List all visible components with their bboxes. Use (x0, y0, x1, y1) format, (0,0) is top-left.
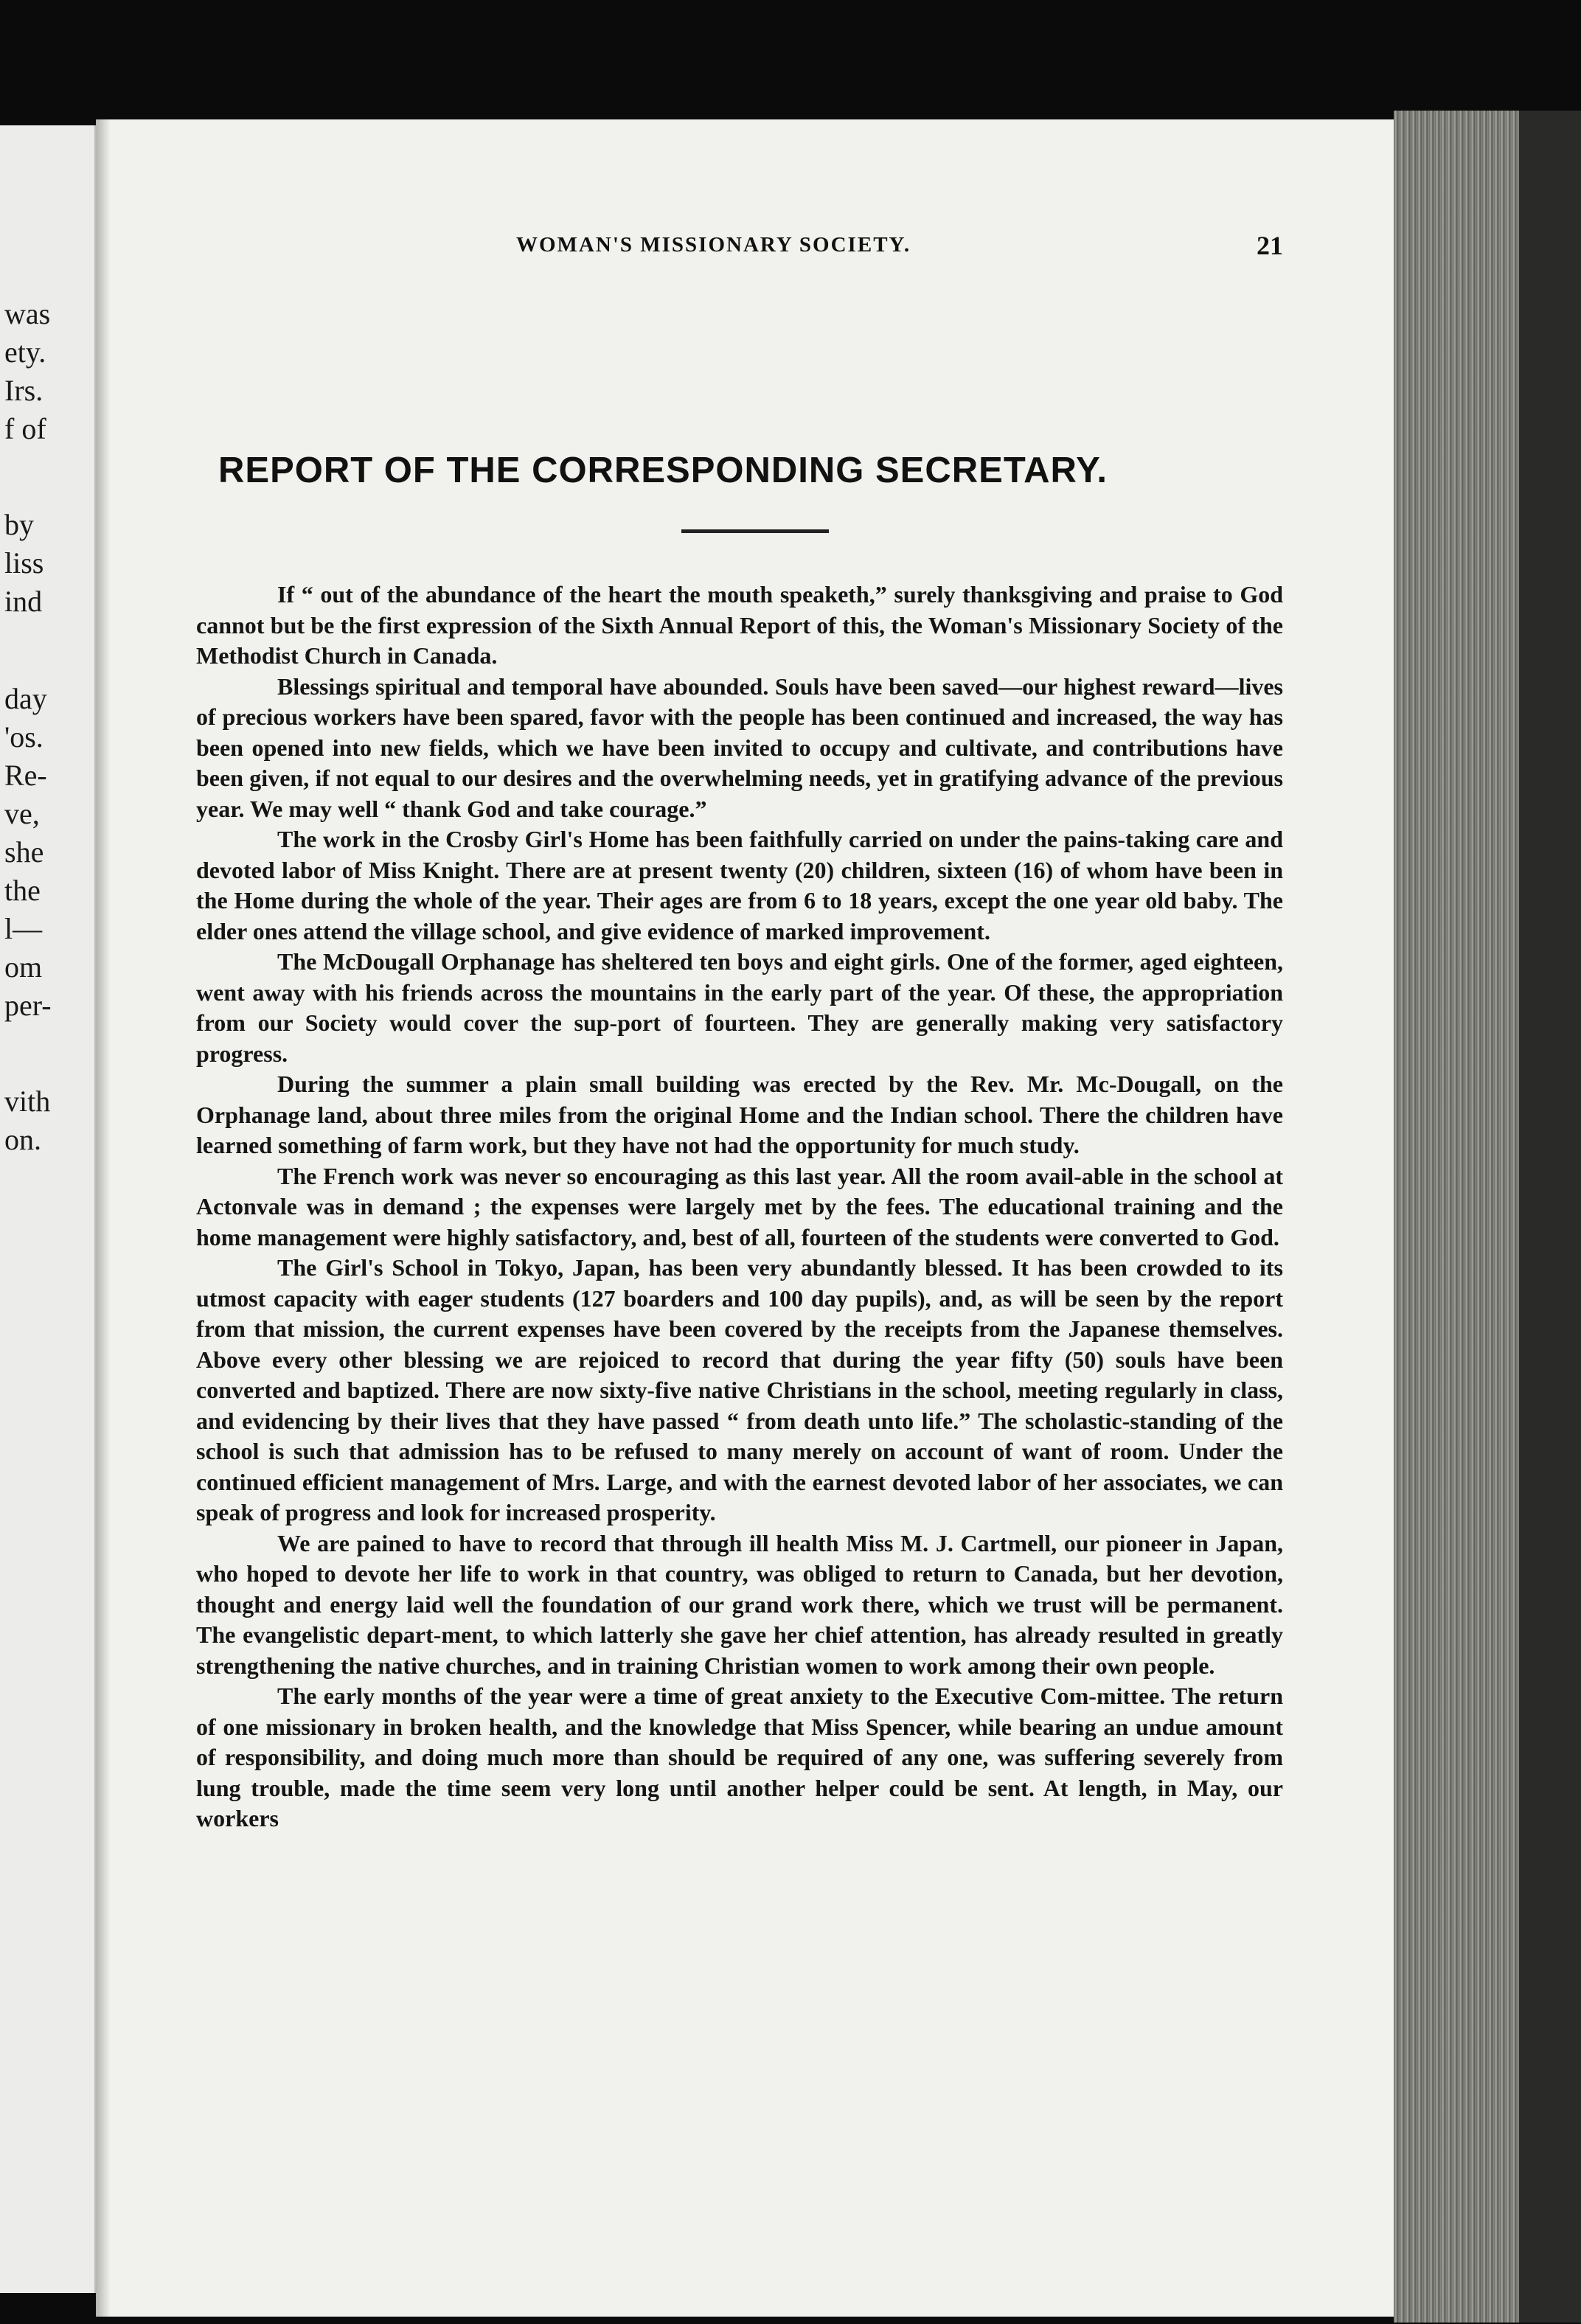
facing-page-fragment (0, 125, 99, 2293)
paragraph: Blessings spiritual and temporal have abounded. Souls have been saved—our highest reward—lives of precious workers have been spared, favor with the people has been continued and increased, the way has been opened into new fields, which we have been invited to occupy and cultivate, and contributions have been given, if not equal to our desires and the overwhelming needs, yet in gratifying advance of the previous year. We may well “ thank God and take courage.” (196, 672, 1283, 822)
paragraph: The French work was never so encouraging as this last year. All the room avail-able in the school at Actonvale was in demand ; the expenses were largely met by the fees. The educational training and the home management were highly satisfactory, and, best of all, fourteen of the students were converted to God. (196, 1162, 1283, 1250)
report-title: REPORT OF THE CORRESPONDING SECRETARY. (218, 450, 1108, 490)
book-cover-edge (1519, 111, 1581, 2323)
report-body (196, 580, 1283, 1834)
facing-page-line: day (4, 682, 47, 715)
facing-page-line: f of (4, 412, 46, 445)
running-title: WOMAN'S MISSIONARY SOCIETY. (516, 233, 911, 257)
facing-page-line: Irs. (4, 374, 44, 407)
facing-page-line: was (4, 297, 51, 330)
running-header (516, 233, 1283, 274)
facing-page-line: Re- (4, 759, 47, 792)
facing-page-line: l— (4, 912, 43, 945)
paragraph: During the summer a plain small building was erected by the Rev. Mr. Mc-Dougall, on the Orphanage land, about three miles from the original Home and the Indian school. There the children have learned something of farm work, but they have not had the opportunity for much study. (196, 1071, 1283, 1158)
facing-page-line: ety. (4, 335, 46, 369)
facing-page-line: ve, (4, 797, 40, 830)
paragraph: The Girl's School in Tokyo, Japan, has been very abundantly blessed. It has been crowded to its utmost capacity with eager students (127 boarders and 100 day pupils), and, as will be seen by the report from that mission, the current expenses have been covered by the receipts from the Japanese themselves. Above every other blessing we are rejoiced to record that during the year fifty (50) souls have been converted and baptized. There are now sixty-five native Christians in the school, meeting regularly in class, and evidencing by their lives that they have passed “ from death unto life.” The scholastic-standing of the school is such that admission has to be refused to many merely on account of want of room. Under the continued efficient management of Mrs. Large, and with the earnest devoted labor of her associates, we can speak of progress and look for increased prosperity. (196, 1254, 1283, 1525)
paragraph: The McDougall Orphanage has sheltered ten boys and eight girls. One of the former, aged eighteen, went away with his friends across the mountains in the early part of the year. Of these, the appropriation from our Society would cover the sup-port of fourteen. They are generally making very satisfactory progress. (196, 948, 1283, 1067)
gutter-shadow (96, 119, 111, 2317)
page-number: 21 (1257, 231, 1283, 260)
facing-page-line: vith (4, 1085, 51, 1118)
facing-page-line: 'os. (4, 720, 44, 754)
facing-page-line: liss (4, 546, 44, 580)
paragraph: The work in the Crosby Girl's Home has been faithfully carried on under the pains-taking care and devoted labor of Miss Knight. There are at present twenty (20) children, sixteen (16) of whom have been in the Home during the whole of the year. Their ages are from 6 to 18 years, except the one year old baby. The elder ones attend the village school, and give evidence of marked improvement. (196, 826, 1283, 944)
facing-page-line: the (4, 874, 41, 907)
paragraph: The early months of the year were a time of great anxiety to the Executive Com-mittee. The return of one missionary in broken health, and the knowledge that Miss Spencer, while bearing an undue amount of responsibility, and doing much more than should be required of any one, was suffering severely from lung trouble, made the time seem very long until another helper could be sent. At length, in May, our workers (196, 1683, 1283, 1831)
paragraph: If “ out of the abundance of the heart the mouth speaketh,” surely thanksgiving and praise to God cannot but be the first expression of the Sixth Annual Report of this, the Woman's Missionary Society of the Methodist Church in Canada. (196, 581, 1283, 669)
paragraph: We are pained to have to record that through ill health Miss M. J. Cartmell, our pioneer in Japan, who hoped to devote her life to work in that country, was obliged to return to Canada, but her devotion, thought and energy laid well the foundation of our grand work there, which we trust will be permanent. The evangelistic depart-ment, to which latterly she gave her chief attention, has already resulted in greatly strengthening the native churches, and in training Christian women to work among their own people. (196, 1529, 1283, 1679)
facing-page-line: per- (4, 989, 52, 1022)
facing-page-line: on. (4, 1123, 41, 1156)
facing-page-line: she (4, 835, 44, 869)
facing-page-line: ind (4, 585, 43, 618)
facing-page-line: by (4, 508, 34, 541)
facing-page-line: om (4, 950, 43, 984)
title-rule (681, 529, 829, 533)
